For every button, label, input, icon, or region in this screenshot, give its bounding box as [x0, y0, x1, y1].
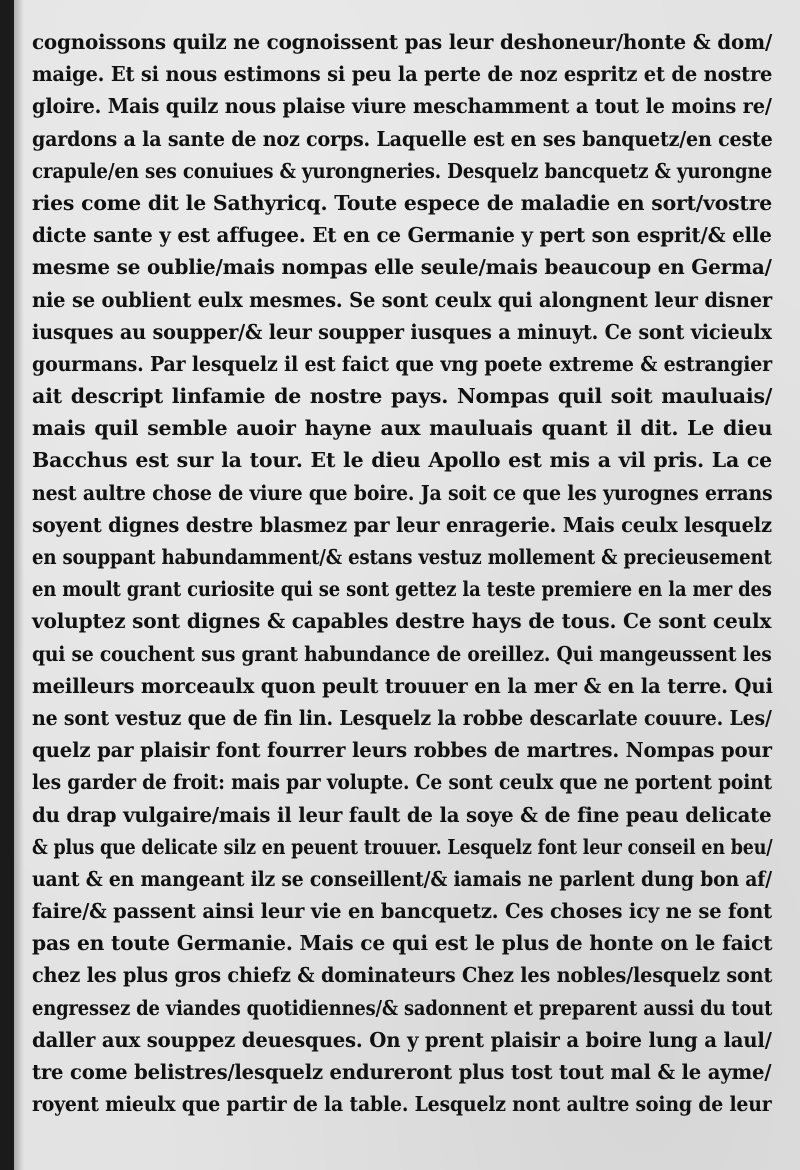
text-line: & plus que delicate silz en peuent trouuer. Lesquelz font leur conseil en beu/ [32, 834, 773, 859]
text-line: ait descript linfamie de nostre pays. Nompas quil soit mauluais/ [32, 384, 773, 409]
text-line: royent mieulx que partir de la table. Lesquelz nont aultre soing de leur [32, 1092, 772, 1117]
text-line: dicte sante y est affugee. Et en ce Germanie y pert son esprit/& elle [32, 223, 772, 248]
text-line: engressez de viandes quotidiennes/& sadonnent et preparent aussi du tout [32, 995, 773, 1020]
text-line: quelz par plaisir font fourrer leurs robbes de martres. Nompas pour [32, 738, 772, 763]
text-line: les garder de froit: mais par volupte. Ce sont ceulx que ne portent point [32, 770, 772, 795]
text-line: chez les plus gros chiefz & dominateurs Chez les nobles/lesquelz sont [32, 963, 773, 988]
text-line: gloire. Mais quilz nous plaise viure meschamment a tout le moins re/ [32, 94, 772, 119]
text-line: cognoissons quilz ne cognoissent pas leur deshoneur/honte & dom/ [32, 30, 773, 54]
text-line: qui se couchent sus grant habundance de oreillez. Qui mangeussent les [32, 641, 772, 666]
body-text [32, 26, 772, 1120]
text-line: meilleurs morceaulx quon peult trouuer en la mer & en la terre. Qui [32, 673, 773, 698]
text-line: faire/& passent ainsi leur vie en bancquetz. Ces choses icy ne se font [32, 899, 772, 924]
text-line: nest aultre chose de viure que boire. Ja soit ce que les yurognes errans [32, 480, 773, 505]
text-line: en souppant habundamment/& estans vestuz mollement & precieusement [32, 545, 772, 569]
text-line: en moult grant curiosite qui se sont gettez la teste premiere en la mer des [32, 577, 772, 602]
text-line: ne sont vestuz que de fin lin. Lesquelz la robbe descarlate couure. Les/ [32, 705, 772, 730]
text-line: Bacchus est sur la tour. Et le dieu Apollo est mis a vil pris. La ce [32, 448, 772, 473]
text-line: gardons a la sante de noz corps. Laquelle est en ses banquetz/en ceste [32, 126, 773, 151]
text-line: iusques au soupper/& leur soupper iusques a minuyt. Ce sont vicieulx [32, 319, 772, 344]
text-line: daller aux souppez deuesques. On y prent plaisir a boire lung a laul/ [32, 1027, 772, 1052]
text-line: maige. Et si nous estimons si peu la perte de noz espritz et de nostre [32, 62, 773, 87]
text-line: du drap vulgaire/mais il leur fault de la soye & de fine peau delicate [32, 802, 772, 827]
text-line: crapule/en ses conuiues & yurongneries. Desquelz bancquetz & yurongne [32, 158, 773, 183]
text-line: mais quil semble auoir hayne aux mauluais quant il dit. Le dieu [32, 416, 773, 441]
text-line: nie se oublient eulx mesmes. Se sont ceulx qui alongnent leur disner [32, 287, 772, 312]
text-line: tre come belistres/lesquelz endureront plus tost tout mal & le ayme/ [32, 1060, 772, 1084]
text-line: mesme se oublie/mais nompas elle seule/mais beaucoup en Germa/ [32, 255, 772, 280]
text-line: gourmans. Par lesquelz il est faict que vng poete extreme & estrangier [32, 351, 772, 376]
book-page [14, 0, 800, 1170]
text-line: voluptez sont dignes & capables destre hays de tous. Ce sont ceulx [32, 609, 772, 634]
text-line: uant & en mangeant ilz se conseillent/& iamais ne parlent dung bon af/ [32, 866, 772, 891]
text-line: ries come dit le Sathyricq. Toute espece de maladie en sort/vostre [32, 190, 773, 215]
text-line: soyent dignes destre blasmez par leur enragerie. Mais ceulx lesquelz [32, 512, 772, 537]
text-line: pas en toute Germanie. Mais ce qui est le plus de honte on le faict [32, 931, 773, 956]
